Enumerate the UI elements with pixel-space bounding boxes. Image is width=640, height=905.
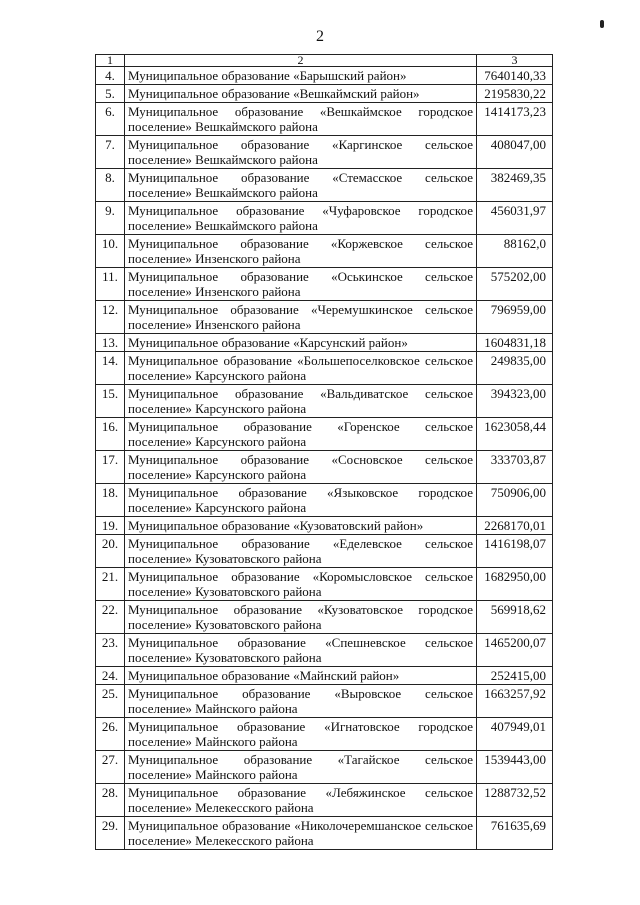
row-name: Муниципальное образование «Чуфаровское городское поселение» Вешкаймского района (125, 202, 477, 235)
row-name: Муниципальное образование «Коржевское сельское поселение» Инзенского района (125, 235, 477, 268)
row-number: 5. (96, 85, 125, 103)
row-value: 2268170,01 (477, 517, 553, 535)
row-number: 26. (96, 718, 125, 751)
table-row (96, 67, 553, 85)
row-value: 456031,97 (477, 202, 553, 235)
table-row (96, 418, 553, 451)
row-value: 1465200,07 (477, 634, 553, 667)
row-number: 21. (96, 568, 125, 601)
row-name: Муниципальное образование «Вальдиватское сельское поселение» Карсунского района (125, 385, 477, 418)
row-name: Муниципальное образование «Вешкаймское городское поселение» Вешкаймского района (125, 103, 477, 136)
row-name: Муниципальное образование «Стемасское сельское поселение» Вешкаймского района (125, 169, 477, 202)
table-row (96, 169, 553, 202)
row-number: 4. (96, 67, 125, 85)
table-row (96, 718, 553, 751)
row-name: Муниципальное образование «Коромысловское сельское поселение» Кузоватовского района (125, 568, 477, 601)
row-value: 1682950,00 (477, 568, 553, 601)
table-row (96, 517, 553, 535)
table-body (96, 67, 553, 850)
table-row (96, 451, 553, 484)
row-value: 1414173,23 (477, 103, 553, 136)
row-number: 16. (96, 418, 125, 451)
table-row (96, 352, 553, 385)
row-name: Муниципальное образование «Кузоватовское городское поселение» Кузоватовского района (125, 601, 477, 634)
row-name: Муниципальное образование «Тагайское сельское поселение» Майнского района (125, 751, 477, 784)
row-value: 382469,35 (477, 169, 553, 202)
table-row (96, 685, 553, 718)
row-number: 22. (96, 601, 125, 634)
row-name: Муниципальное образование «Спешневское сельское поселение» Кузоватовского района (125, 634, 477, 667)
allocation-table (95, 54, 553, 850)
row-value: 1416198,07 (477, 535, 553, 568)
row-number: 25. (96, 685, 125, 718)
row-name: Муниципальное образование «Выровское сельское поселение» Майнского района (125, 685, 477, 718)
row-value: 408047,00 (477, 136, 553, 169)
table-row (96, 751, 553, 784)
table-row (96, 268, 553, 301)
table-row (96, 484, 553, 517)
row-number: 20. (96, 535, 125, 568)
row-name: Муниципальное образование «Сосновское сельское поселение» Карсунского района (125, 451, 477, 484)
header-col-3: 3 (477, 55, 553, 67)
row-value: 394323,00 (477, 385, 553, 418)
row-value: 2195830,22 (477, 85, 553, 103)
row-value: 1663257,92 (477, 685, 553, 718)
row-value: 761635,69 (477, 817, 553, 850)
row-number: 8. (96, 169, 125, 202)
row-value: 1288732,52 (477, 784, 553, 817)
row-name: Муниципальное образование «Каргинское сельское поселение» Вешкаймского района (125, 136, 477, 169)
table-row (96, 634, 553, 667)
table-row (96, 667, 553, 685)
margin-mark (600, 20, 604, 28)
row-number: 18. (96, 484, 125, 517)
table-row (96, 85, 553, 103)
row-value: 7640140,33 (477, 67, 553, 85)
row-value: 750906,00 (477, 484, 553, 517)
row-value: 1604831,18 (477, 334, 553, 352)
row-value: 796959,00 (477, 301, 553, 334)
row-number: 6. (96, 103, 125, 136)
row-name: Муниципальное образование «Большепоселковское сельское поселение» Карсунского района (125, 352, 477, 385)
row-name: Муниципальное образование «Николочеремшанское сельское поселение» Мелекесского района (125, 817, 477, 850)
row-number: 7. (96, 136, 125, 169)
row-name: Муниципальное образование «Языковское городское поселение» Карсунского района (125, 484, 477, 517)
row-name: Муниципальное образование «Оськинское сельское поселение» Инзенского района (125, 268, 477, 301)
row-value: 407949,01 (477, 718, 553, 751)
row-name: Муниципальное образование «Барышский район» (125, 67, 477, 85)
row-number: 15. (96, 385, 125, 418)
table-row (96, 784, 553, 817)
row-name: Муниципальное образование «Черемушкинское сельское поселение» Инзенского района (125, 301, 477, 334)
row-value: 252415,00 (477, 667, 553, 685)
row-name: Муниципальное образование «Лебяжинское сельское поселение» Мелекесского района (125, 784, 477, 817)
row-name: Муниципальное образование «Горенское сельское поселение» Карсунского района (125, 418, 477, 451)
row-value: 88162,0 (477, 235, 553, 268)
header-row (96, 55, 553, 67)
row-value: 575202,00 (477, 268, 553, 301)
row-number: 23. (96, 634, 125, 667)
row-value: 249835,00 (477, 352, 553, 385)
row-name: Муниципальное образование «Вешкаймский район» (125, 85, 477, 103)
row-number: 27. (96, 751, 125, 784)
table-row (96, 385, 553, 418)
row-value: 1539443,00 (477, 751, 553, 784)
table-row (96, 535, 553, 568)
row-number: 12. (96, 301, 125, 334)
row-number: 10. (96, 235, 125, 268)
table-row (96, 334, 553, 352)
table-row (96, 202, 553, 235)
header-col-1: 1 (96, 55, 125, 67)
row-value: 1623058,44 (477, 418, 553, 451)
row-number: 13. (96, 334, 125, 352)
row-number: 24. (96, 667, 125, 685)
table-row (96, 601, 553, 634)
row-name: Муниципальное образование «Кузоватовский район» (125, 517, 477, 535)
table-row (96, 301, 553, 334)
row-number: 29. (96, 817, 125, 850)
row-name: Муниципальное образование «Карсунский район» (125, 334, 477, 352)
row-number: 28. (96, 784, 125, 817)
table-row (96, 136, 553, 169)
row-value: 333703,87 (477, 451, 553, 484)
table-row (96, 817, 553, 850)
header-col-2: 2 (125, 55, 477, 67)
row-number: 14. (96, 352, 125, 385)
table-row (96, 235, 553, 268)
row-name: Муниципальное образование «Игнатовское городское поселение» Майнского района (125, 718, 477, 751)
row-number: 11. (96, 268, 125, 301)
page-number: 2 (316, 28, 324, 45)
row-name: Муниципальное образование «Майнский район» (125, 667, 477, 685)
row-name: Муниципальное образование «Еделевское сельское поселение» Кузоватовского района (125, 535, 477, 568)
row-value: 569918,62 (477, 601, 553, 634)
row-number: 17. (96, 451, 125, 484)
row-number: 19. (96, 517, 125, 535)
table-row (96, 568, 553, 601)
table-row (96, 103, 553, 136)
row-number: 9. (96, 202, 125, 235)
